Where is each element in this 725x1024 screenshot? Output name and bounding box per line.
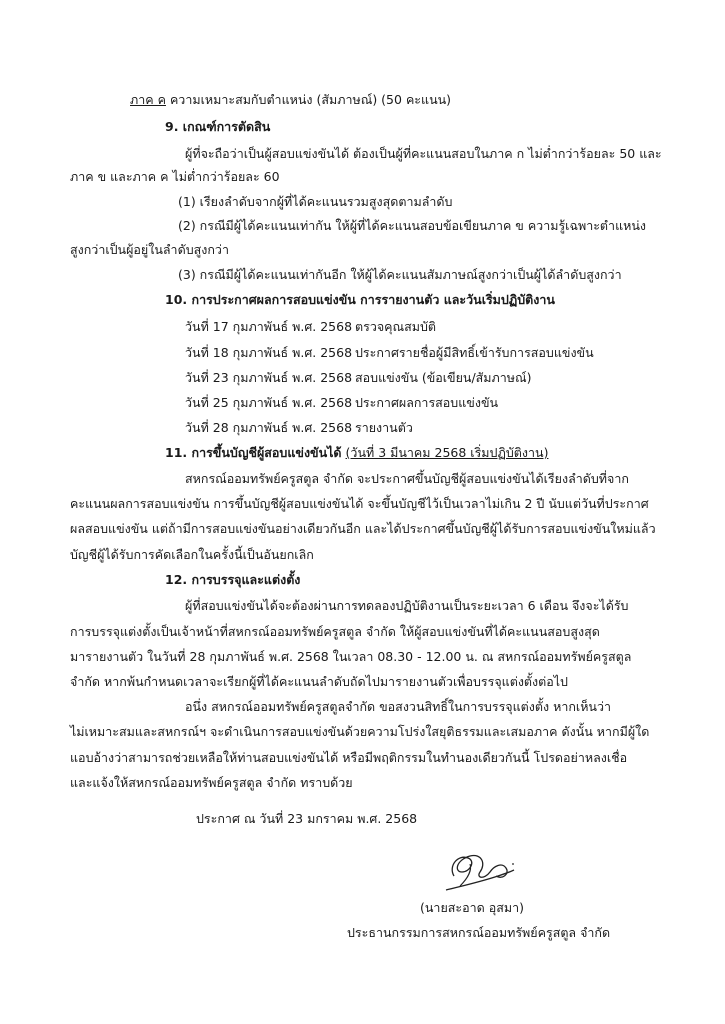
announcement-date: ประกาศ ณ วันที่ 23 มกราคม พ.ศ. 2568 [196,811,418,826]
part-c-line [130,91,451,109]
schedule-event: ตรวจคุณสมบัติ [355,319,437,334]
section-12-heading: 12. การบรรจุและแต่งตั้ง [165,572,301,587]
part-c-label: ภาค ค [130,92,166,107]
section-12-p2-line-2: ไม่เหมาะสมและสหกรณ์ฯ จะดำเนินการสอบแข่งขันด้วยความโปร่งใสยุติธรรมและเสมอภาค ดังนั้น หากมีผู้ใด [70,724,650,739]
section-9-item-3: (3) กรณีมีผู้ได้คะแนนเท่ากันอีก ให้ผู้ได้คะแนนสัมภาษณ์สูงกว่าเป็นผู้ได้ลำดับสูงกว่า [178,267,622,282]
section-11-line-4: บัญชีผู้ได้รับการคัดเลือกในครั้งนี้เป็นอันยกเลิก [70,547,314,562]
section-12-p1-line-2: การบรรจุแต่งตั้งเป็นเจ้าหน้าที่สหกรณ์ออมทรัพย์ครูสตูล จำกัด ให้ผู้สอบแข่งขันที่ได้คะแนนสอบสูงสุด [70,624,600,639]
schedule-event: ประกาศรายชื่อผู้มีสิทธิ์เข้ารับการสอบแข่งขัน [355,345,594,360]
part-c-text: ความเหมาะสมกับตำแหน่ง (สัมภาษณ์) (50 คะแนน) [165,92,452,107]
schedule-date: วันที่ 25 กุมภาพันธ์ พ.ศ. 2568 [185,395,353,410]
section-9-heading: 9. เกณฑ์การตัดสิน [165,119,271,134]
signature-image [440,846,520,902]
section-9-item-2-line-1: (2) กรณีมีผู้ได้คะแนนเท่ากัน ให้ผู้ที่ได้คะแนนสอบข้อเขียนภาค ข ความรู้เฉพาะตำแหน่ง [178,218,647,233]
section-12-p2-line-4: และแจ้งให้สหกรณ์ออมทรัพย์ครูสตูล จำกัด ทราบด้วย [70,775,353,790]
signer-position: ประธานกรรมการสหกรณ์ออมทรัพย์ครูสตูล จำกัด [347,925,611,940]
section-9-item-1: (1) เรียงลำดับจากผู้ที่ได้คะแนนรวมสูงสุดตามลำดับ [178,194,453,209]
schedule-date: วันที่ 17 กุมภาพันธ์ พ.ศ. 2568 [185,319,353,334]
schedule-event: รายงานตัว [355,420,413,435]
schedule-event: สอบแข่งขัน (ข้อเขียน/สัมภาษณ์) [355,370,532,385]
schedule-date: วันที่ 28 กุมภาพันธ์ พ.ศ. 2568 [185,420,353,435]
section-12-p2-line-1: อนึ่ง สหกรณ์ออมทรัพย์ครูสตูลจำกัด ขอสงวนสิทธิ์ในการบรรจุแต่งตั้ง หากเห็นว่า [185,699,612,714]
section-11-heading: 11. การขึ้นบัญชีผู้สอบแข่งขันได้ [165,445,342,460]
section-9-item-2-line-2: สูงกว่าเป็นผู้อยู่ในลำดับสูงกว่า [70,242,229,257]
section-10-heading: 10. การประกาศผลการสอบแข่งขัน การรายงานตัว และวันเริ่มปฏิบัติงาน [165,292,555,307]
section-12-p1-line-4: จำกัด หากพ้นกำหนดเวลาจะเรียกผู้ที่ได้คะแนนลำดับถัดไปมารายงานตัวเพื่อบรรจุแต่งตั้งต่อไป [70,674,568,689]
section-9-paragraph-line-2: ภาค ข และภาค ค ไม่ต่ำกว่าร้อยละ 60 [70,169,280,184]
section-11-start-note: (วันที่ 3 มีนาคม 2568 เริ่มปฏิบัติงาน) [345,445,549,460]
section-12-p1-line-3: มารายงานตัว ในวันที่ 28 กุมภาพันธ์ พ.ศ. 2568 ในเวลา 08.30 - 12.00 น. ณ สหกรณ์ออมทรัพย์ครูสตูล [70,649,632,664]
section-12-p2-line-3: แอบอ้างว่าสามารถช่วยเหลือให้ท่านสอบแข่งขันได้ หรือมีพฤติกรรมในทำนองเดียวกันนี้ โปรดอย่าหลงเชื่อ [70,750,628,765]
section-12-p1-line-1: ผู้ที่สอบแข่งขันได้จะต้องผ่านการทดลองปฏิบัติงานเป็นระยะเวลา 6 เดือน จึงจะได้รับ [185,598,629,613]
schedule-date: วันที่ 18 กุมภาพันธ์ พ.ศ. 2568 [185,345,353,360]
section-11-line-1: สหกรณ์ออมทรัพย์ครูสตูล จำกัด จะประกาศขึ้นบัญชีผู้สอบแข่งขันได้เรียงลำดับที่จาก [185,471,629,486]
signer-name: (นายสะอาด อุสมา) [420,900,524,915]
schedule-event: ประกาศผลการสอบแข่งขัน [355,395,499,410]
schedule-date: วันที่ 23 กุมภาพันธ์ พ.ศ. 2568 [185,370,353,385]
section-11-line-2: คะแนนผลการสอบแข่งขัน การขึ้นบัญชีผู้สอบแข่งขันได้ จะขึ้นบัญชีไว้เป็นเวลาไม่เกิน 2 ปี นับแต่วันที่ประกาศ [70,496,649,511]
section-11-line-3: ผลสอบแข่งขัน แต่ถ้ามีการสอบแข่งขันอย่างเดียวกันอีก และได้ประกาศขึ้นบัญชีผู้ได้รับการสอบแข่งขันใหม่แล้ว [70,521,656,536]
section-11-heading-line [165,444,548,462]
section-9-paragraph-line-1: ผู้ที่จะถือว่าเป็นผู้สอบแข่งขันได้ ต้องเป็นผู้ที่คะแนนสอบในภาค ก ไม่ต่ำกว่าร้อยละ 50 และ [185,146,662,161]
